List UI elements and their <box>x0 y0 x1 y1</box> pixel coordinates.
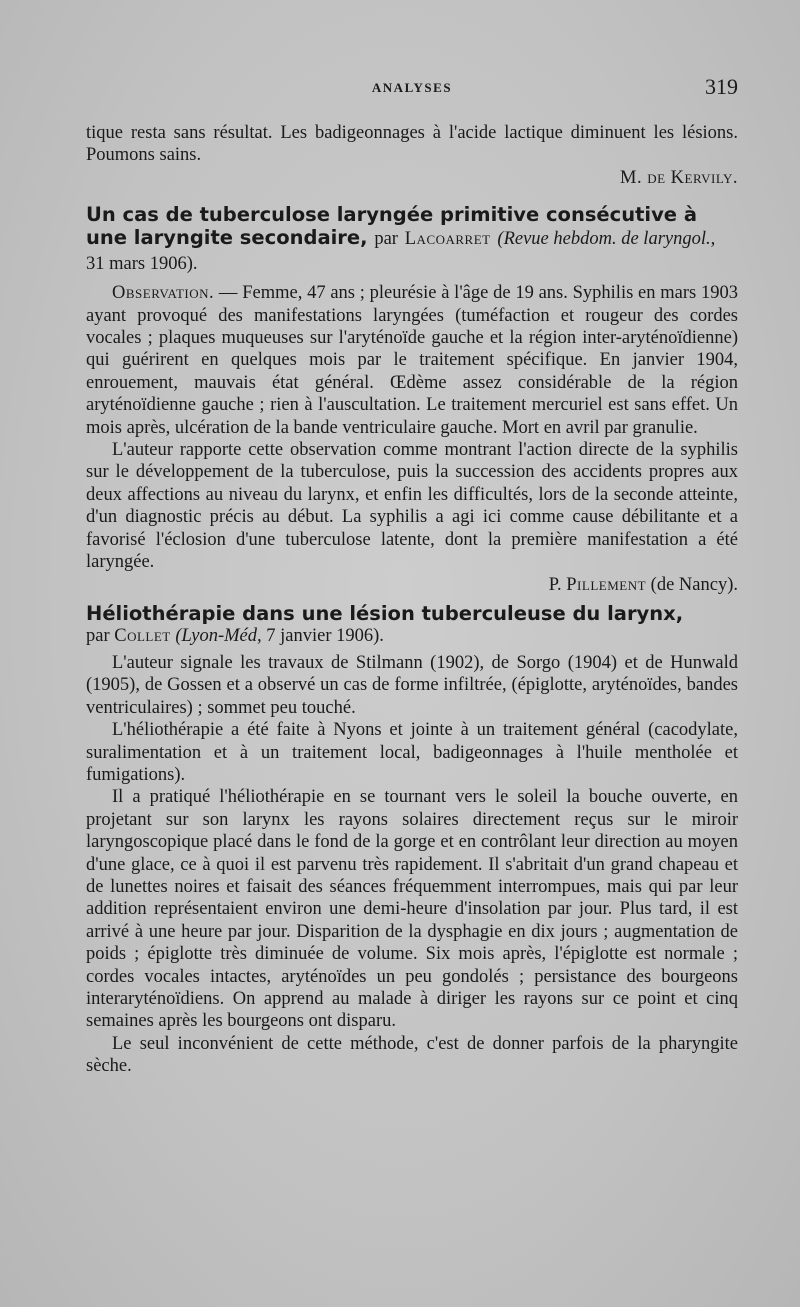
article2-byline <box>86 625 738 648</box>
signature-place: (de Nancy). <box>650 574 738 595</box>
signature-initial: P. <box>548 574 562 595</box>
byline-date: 7 janvier 1906). <box>266 625 384 646</box>
article-title-tuberculose-laryngee <box>86 203 738 276</box>
article2-paragraph-1: L'auteur signale les travaux de Stilmann (1902), de Sorgo (1904) et de Hunwald (1905), de Gossen et a observé un cas de forme infiltrée, (épiglotte, aryténoïdes, bandes ventriculaires) ; sommet peu touché. <box>86 652 738 718</box>
journal-name: (Lyon-Méd, <box>175 625 262 646</box>
byline-journal <box>497 229 715 249</box>
byline-by: par <box>86 625 110 646</box>
observation-paragraph <box>86 282 738 439</box>
observation-text: — Femme, 47 ans ; pleurésie à l'âge de 19 ans. Syphilis en mars 1903 ayant provoqué des manifestations laryngées (tuméfaction et rougeur des cordes vocales ; plaques muqueuses sur l'aryténoïde gauche et la région inter-aryténoïdienne) qui guérirent en quelques mois par le traitement spécifique. En janvier 1904, enrouement, mauvais état général. Œdème assez considérable de la région aryténoïdienne gauche ; rien à l'auscultation. Le traitement mercuriel est sans effet. Un mois après, ulcération de la bande ventriculaire gauche. Mort en avril par granulie. <box>86 283 738 438</box>
article2-paragraph-4: Le seul inconvénient de cette méthode, c'est de donner parfois de la pharyngite sèche. <box>86 1033 738 1077</box>
article1-paragraph: L'auteur rapporte cette observation comme montrant l'action directe de la syphilis sur le développement de la tuberculose, puis la succession des accidents propres aux deux affections au niveau du larynx, et enfin les difficultés, lors de la seconde atteinte, d'un diagnostic précis au début. La syphilis a agi ici comme cause débilitante et a favorisé l'éclosion d'une tuberculose latente, dont la première manifestation a été laryngée. <box>86 440 738 573</box>
observation-label: Observation. <box>112 283 215 304</box>
page-number: 319 <box>705 74 738 99</box>
continuation-paragraph: tique resta sans résultat. Les badigeonnages à l'acide lactique diminuent les lésions. Poumons sains. <box>86 123 738 166</box>
byline-author: Lacoarret <box>404 229 491 250</box>
running-title: ANALYSES <box>371 80 453 95</box>
byline-by: par <box>374 229 398 250</box>
article2-paragraph-3: Il a pratiqué l'héliothérapie en se tournant vers le soleil la bouche ouverte, en projetant sur son larynx les rayons solaires directement reçus sur le miroir laryngoscopique placé dans le fond de la gorge et en contrôlant leur direction au moyen d'une glace, ce à quoi il est parvenu très rapidement. Il s'abritait d'un grand chapeau et de lunettes noires et faisait des séances fréquemment interrompues, mais qui par leur addition représentaient environ une demi-heure d'insolation par jour. Plus tard, il est arrivé à une heure par jour. Disparition de la dysphagie en dix jours ; augmentation de poids ; épiglotte très diminuée de volume. Six mois après, l'épiglotte est normale ; cordes vocales intactes, aryténoïdes un peu gondolés ; persistance des bourgeons interaryténoïdiens. On apprend au malade à diriger les rayons sur ce point et cinq semaines après les bourgeons ont disparu. <box>86 787 738 1032</box>
article2-paragraph-2: L'héliothérapie a été faite à Nyons et jointe à un traitement général (cacodylate, suralimentation et à un traitement local, badigeonnages à l'huile mentholée et fumigations). <box>86 720 738 785</box>
title-text: Un cas de tuberculose laryngée primitive consécutive à une laryngite secondaire, <box>86 203 697 250</box>
byline-date: 31 mars 1906). <box>86 254 198 275</box>
article1-signature <box>86 574 738 596</box>
continuation-signature <box>86 167 738 189</box>
signature-name: M. de Kervily. <box>620 167 738 188</box>
page-header <box>86 74 738 102</box>
book-page <box>86 74 738 1078</box>
signature-name: Pillement <box>566 574 647 595</box>
journal-name: (Revue hebdom. de laryngol., <box>497 229 716 250</box>
article-title-heliotherapie <box>86 602 738 625</box>
title-text: Héliothérapie dans une lésion tuberculeuse du larynx, <box>86 601 684 625</box>
byline-author: Collet <box>114 625 171 646</box>
